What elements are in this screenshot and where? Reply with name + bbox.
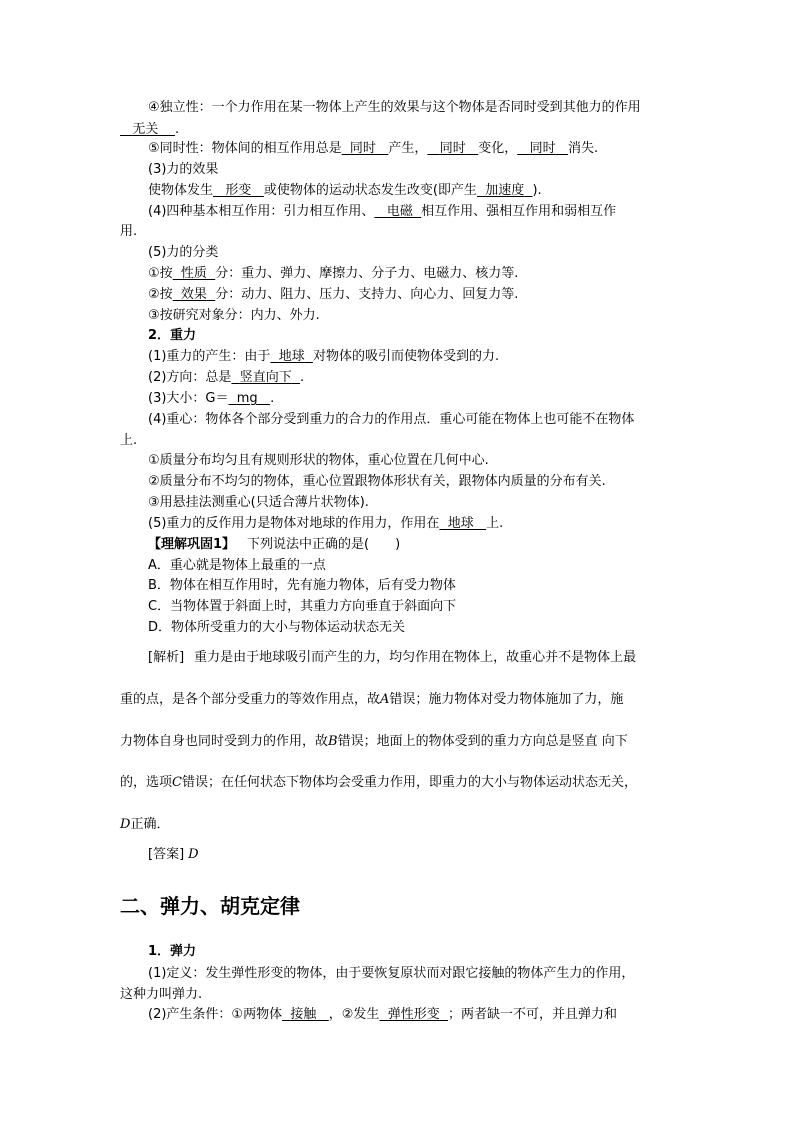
- text: (5)重力的反作用力是物体对地球的作用力，作用在: [148, 516, 440, 531]
- text: (2)产生条件：①两物体: [148, 1007, 283, 1022]
- text-line: [148, 451, 489, 471]
- option-letter: D: [120, 817, 131, 832]
- text: ②按: [148, 287, 173, 302]
- blank-answer: 同时: [439, 141, 466, 156]
- fill-blank: [213, 183, 264, 198]
- text: 下列说法中正确的是( ): [247, 537, 401, 552]
- fill-blank: [427, 141, 478, 156]
- text: 重的点，是各个部分受重力的等效作用点，故: [120, 692, 381, 707]
- fill-blank: [282, 1007, 329, 1022]
- text-line: [148, 306, 320, 326]
- text-line: [120, 222, 137, 242]
- blank-answer: 弹性形变: [387, 1007, 440, 1022]
- text-line: [148, 285, 518, 305]
- text: 变化，: [478, 141, 518, 156]
- text-line: [148, 964, 634, 984]
- fill-blank: [173, 287, 216, 302]
- text-line: [148, 202, 616, 222]
- blank-answer: 性质: [180, 266, 207, 281]
- blank-answer: mg: [236, 391, 258, 406]
- text-line: [120, 120, 179, 140]
- text: ).: [532, 183, 542, 198]
- blank-answer: 竖直向下: [239, 370, 292, 385]
- fill-blank: [120, 122, 175, 137]
- text: 2．重力: [148, 328, 197, 343]
- text-line: [120, 431, 137, 451]
- question-tag: 【理解巩固1】: [148, 537, 236, 552]
- text: .: [270, 391, 275, 406]
- text: 重力是由于地球吸引而产生的力，均匀作用在物体上，故重心并不是物体上最: [194, 650, 637, 665]
- text-line: [148, 181, 542, 201]
- analysis-line: [120, 773, 637, 793]
- text: 分：动力、阻力、压力、支持力、向心力、回复力等.: [215, 287, 519, 302]
- text: (4)四种基本相互作用：引力相互作用、: [148, 204, 375, 219]
- text: ②质量分布不均匀的物体，重心位置跟物体形状有关，跟物体内质量的分布有关.: [148, 474, 606, 489]
- text: ③用悬挂法测重心(只适合薄片状物体).: [148, 495, 369, 510]
- text: ④独立性：一个力作用在某一物体上产生的效果与这个物体是否同时受到其他力的作用: [148, 100, 641, 115]
- text: 对物体的吸引而使物体受到的力.: [312, 349, 500, 364]
- text: B．物体在相互作用时，先有施力物体，后有受力物体: [148, 578, 456, 593]
- blank-answer: 地球: [447, 516, 474, 531]
- blank-answer: 效果: [180, 287, 207, 302]
- blank-answer: 加速度: [485, 183, 525, 198]
- text: (2)方向：总是: [148, 370, 232, 385]
- text: 上.: [486, 516, 504, 531]
- text-line: [120, 985, 202, 1005]
- text-line: [148, 139, 598, 159]
- section-title: [148, 326, 196, 346]
- text: D．物体所受重力的大小与物体运动状态无关: [148, 620, 406, 635]
- text-line: [148, 493, 369, 513]
- text: .: [174, 122, 180, 137]
- answer-tag: [答案]: [148, 847, 185, 862]
- section-heading: 二、弹力、胡克定律: [120, 894, 300, 918]
- text-line: [148, 243, 218, 263]
- text: 错误；地面上的物体受到的重力方向总是竖直 向下: [337, 734, 628, 749]
- text-line: [148, 410, 634, 430]
- blank-answer: 地球: [278, 349, 305, 364]
- fill-blank: [517, 141, 568, 156]
- text: ；两者缺一不可，并且弹力和: [447, 1007, 617, 1022]
- option-d: [148, 618, 405, 638]
- answer-line: [148, 845, 199, 865]
- text: (4)重心：物体各个部分受到重力的合力的作用点．重心可能在物体上也可能不在物体: [148, 412, 635, 427]
- answer-value: D: [188, 847, 199, 862]
- fill-blank: [173, 266, 216, 281]
- blank-answer: 无关: [132, 122, 159, 137]
- option-letter: C: [172, 775, 182, 790]
- blank-answer: 接触: [290, 1007, 317, 1022]
- blank-answer: 形变: [225, 183, 252, 198]
- text: 分：重力、弹力、摩擦力、分子力、电磁力、核力等.: [215, 266, 519, 281]
- text: ①质量分布均匀且有规则形状的物体，重心位置在几何中心.: [148, 453, 489, 468]
- analysis-tag: [解析]: [148, 650, 185, 665]
- option-letter: A: [380, 692, 390, 707]
- text: (5)力的分类: [148, 245, 219, 260]
- fill-blank: [439, 516, 486, 531]
- text-line: [148, 347, 499, 367]
- text: 或使物体的运动状态发生改变(即产生: [263, 183, 477, 198]
- fill-blank: [342, 141, 389, 156]
- text: 这种力叫弹力.: [120, 987, 203, 1002]
- option-a: [148, 556, 326, 576]
- analysis-line: [120, 690, 623, 710]
- option-b: [148, 576, 456, 596]
- blank-answer: 同时: [349, 141, 376, 156]
- text: 使物体发生: [148, 183, 214, 198]
- analysis-line: [120, 815, 169, 835]
- text-line: [148, 160, 218, 180]
- text: ①按: [148, 266, 173, 281]
- section-title: [148, 942, 196, 962]
- text-line: [148, 389, 274, 409]
- text: 力物体自身也同时受到力的作用，故: [120, 734, 329, 749]
- text-line: [148, 264, 518, 284]
- text: 的，选项: [120, 775, 173, 790]
- text-line: [148, 1005, 617, 1025]
- text-line: [148, 368, 304, 388]
- fill-blank: [379, 1007, 448, 1022]
- text: (1)重力的产生：由于: [148, 349, 271, 364]
- text: 产生，: [388, 141, 428, 156]
- text: (1)定义：发生弹性形变的物体，由于要恢复原状而对跟它接触的物体产生力的作用，: [148, 966, 635, 981]
- text: A．重心就是物体上最重的一点: [148, 558, 326, 573]
- analysis-line: [148, 648, 636, 668]
- text: C．当物体置于斜面上时，其重力方向垂直于斜面向下: [148, 599, 457, 614]
- fill-blank: [229, 391, 271, 406]
- fill-blank: [477, 183, 533, 198]
- blank-answer: 电磁: [386, 204, 413, 219]
- text: .: [299, 370, 305, 385]
- option-letter: B: [328, 734, 338, 749]
- text: 相互作用、强相互作用和弱相互作: [421, 204, 617, 219]
- text: ③按研究对象分：内力、外力.: [148, 308, 320, 323]
- text: ⑤同时性：物体间的相互作用总是: [148, 141, 342, 156]
- text: (3)大小：G＝: [148, 391, 229, 406]
- blank-answer: 同时: [529, 141, 556, 156]
- text-line: [148, 472, 606, 492]
- text: ，②发生: [328, 1007, 380, 1022]
- option-c: [148, 597, 456, 617]
- text: 正确．: [130, 817, 170, 832]
- analysis-line: [120, 732, 628, 752]
- question-title: [148, 535, 400, 555]
- text: 上.: [120, 433, 138, 448]
- text-line: [148, 514, 503, 534]
- text: 错误；在任何状态下物体均会受重力作用，即重力的大小与物体运动状态无关，: [181, 775, 637, 790]
- text: 错误；施力物体对受力物体施加了力，施: [389, 692, 624, 707]
- fill-blank: [231, 370, 300, 385]
- text: 1．弹力: [148, 944, 197, 959]
- fill-blank: [374, 204, 421, 219]
- text: (3)力的效果: [148, 162, 219, 177]
- fill-blank: [270, 349, 313, 364]
- text-line: [148, 98, 641, 118]
- text: 消失.: [568, 141, 599, 156]
- text: 用.: [120, 224, 138, 239]
